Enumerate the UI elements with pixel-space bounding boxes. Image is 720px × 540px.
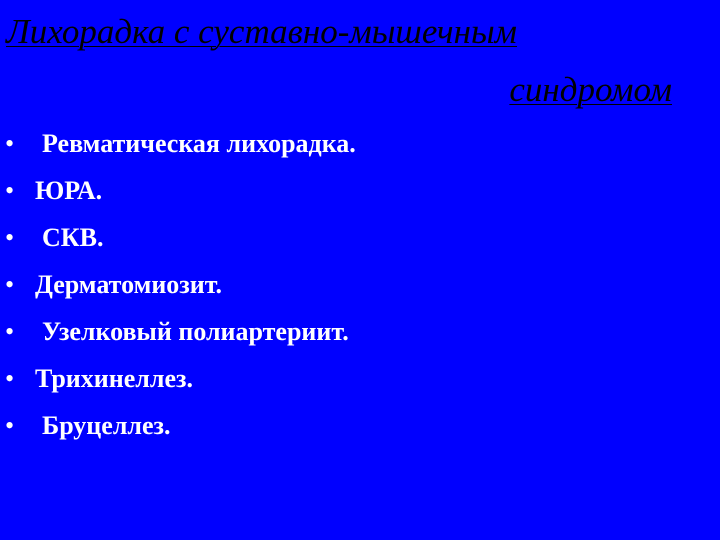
list-item-text: Узелковый полиартериит.: [42, 317, 349, 346]
slide-title-line-2: синдромом: [509, 70, 672, 109]
bullet-icon: •: [5, 270, 15, 299]
list-item-text: Бруцеллез.: [42, 411, 171, 440]
bullet-icon: •: [5, 411, 15, 440]
list-item-text: Дерматомиозит.: [35, 270, 223, 299]
list-item-text: Ревматическая лихорадка.: [42, 129, 356, 158]
bullet-icon: •: [5, 129, 15, 158]
list-item-text: Трихинеллез.: [35, 364, 193, 393]
bullet-icon: •: [5, 176, 15, 205]
bullet-icon: •: [5, 317, 15, 346]
slide-title-line-1: Лихорадка с суставно-мышечным: [6, 12, 518, 51]
list-item-text: СКВ.: [42, 223, 104, 252]
bullet-icon: •: [5, 223, 15, 252]
bullet-icon: •: [5, 364, 15, 393]
list-item-text: ЮРА.: [35, 176, 103, 205]
